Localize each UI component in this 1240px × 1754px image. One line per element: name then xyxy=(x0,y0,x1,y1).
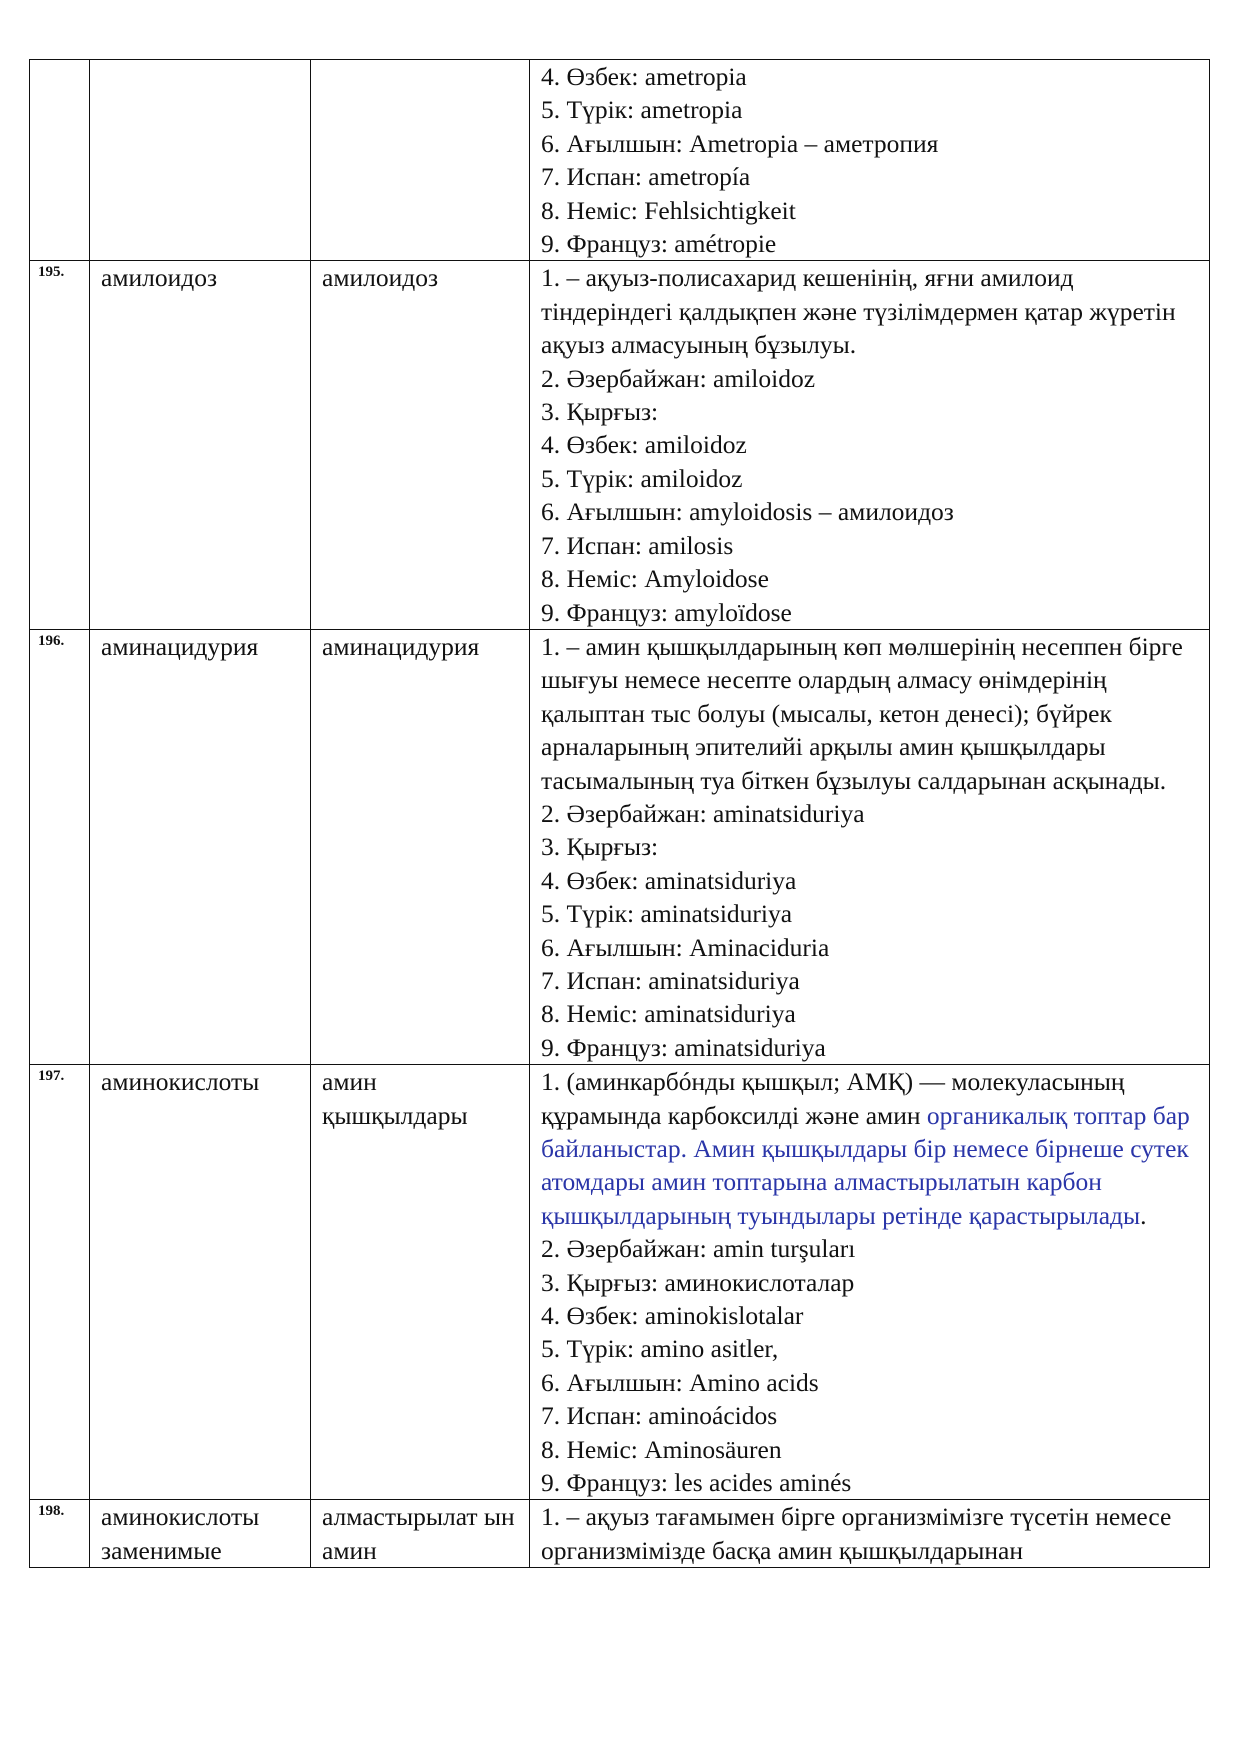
russian-term: амилоидоз xyxy=(90,261,311,629)
definition-part: 1. – амин қышқылдарының көп мөлшерінің несеппен бірге шығуы немесе несепте олардың алмасу өнімдерінің қалыптан тыс болуы (мысалы, кетон денесі); бүйрек арналарының эпителийі арқылы амин қышқылдары тасымалының туа біткен бұзылуы салдарынан асқынады. xyxy=(541,631,1183,795)
definition-text xyxy=(541,261,1199,361)
table-row xyxy=(30,1065,1210,1500)
translation-line: 5. Түрік: amino asitler, xyxy=(541,1334,779,1364)
definition-part: . xyxy=(1140,1200,1147,1230)
translation-line: 7. Испан: aminoácidos xyxy=(541,1401,778,1431)
translation-line: 8. Неміс: Amyloidose xyxy=(541,564,769,594)
translation-line: 4. Өзбек: ametropia xyxy=(541,62,747,91)
kazakh-term: амин қышқылдары xyxy=(311,1065,530,1500)
russian-term: аминокислоты заменимые xyxy=(90,1500,311,1568)
table-row xyxy=(30,1500,1210,1568)
kazakh-term xyxy=(311,60,530,261)
translation-line: 5. Түрік: amiloidoz xyxy=(541,463,743,493)
definition-part: 1. – ақуыз тағамымен бірге организмімізге түсетін немесе организмімізде басқа амин қышқылдарынан xyxy=(541,1502,1172,1565)
translation-line: 5. Түрік: aminatsiduriya xyxy=(541,899,793,929)
dictionary-table-body xyxy=(30,60,1210,1568)
definition-cell xyxy=(530,629,1210,1064)
definition-cell xyxy=(530,1065,1210,1500)
translation-line: 7. Испан: ametropía xyxy=(541,162,751,192)
entry-number: 198. xyxy=(30,1500,90,1568)
translation-line: 3. Қырғыз: аминокислоталар xyxy=(541,1267,855,1297)
entry-number: 197. xyxy=(30,1065,90,1500)
translation-line: 2. Әзербайжан: aminatsiduriya xyxy=(541,798,865,828)
translation-line: 9. Француз: amétropie xyxy=(541,229,777,259)
translation-line: 8. Неміс: aminatsiduriya xyxy=(541,999,796,1029)
translation-line: 8. Неміс: Aminosäuren xyxy=(541,1434,782,1464)
entry-number xyxy=(30,60,90,261)
translation-line: 6. Ағылшын: Aminaciduria xyxy=(541,932,830,962)
kazakh-term: амилоидоз xyxy=(311,261,530,629)
translation-line: 7. Испан: aminatsiduriya xyxy=(541,965,800,995)
russian-term: аминацидурия xyxy=(90,629,311,1064)
entry-number: 196. xyxy=(30,629,90,1064)
table-row xyxy=(30,629,1210,1064)
definition-part: 1. – ақуыз-полисахарид кешенінің, яғни амилоид тіндеріндегі қалдықпен және түзілімдермен қатар жүретін ақуыз алмасуының бұзылуы. xyxy=(541,263,1176,360)
definition-text xyxy=(541,1065,1199,1232)
entry-number: 195. xyxy=(30,261,90,629)
translation-line: 3. Қырғыз: xyxy=(541,397,659,427)
kazakh-term: аминацидурия xyxy=(311,629,530,1064)
dictionary-table xyxy=(29,59,1210,1568)
translation-line: 9. Француз: les acides aminés xyxy=(541,1468,852,1498)
translation-line: 2. Әзербайжан: amin turşuları xyxy=(541,1234,856,1264)
translation-line: 4. Өзбек: amiloidoz xyxy=(541,430,747,460)
translation-line: 9. Француз: amyloïdose xyxy=(541,597,792,627)
definition-cell xyxy=(530,1500,1210,1568)
russian-term: аминокислоты xyxy=(90,1065,311,1500)
table-row xyxy=(30,60,1210,261)
definition-text xyxy=(541,1500,1199,1567)
definition-cell xyxy=(530,261,1210,629)
translation-line: 7. Испан: amilosis xyxy=(541,530,734,560)
translation-line: 8. Неміс: Fehlsichtigkeit xyxy=(541,195,796,225)
definition-part: 1. (аминкарбóнды қышқыл; АМҚ) — молекуласының құрамында карбоксилді және амин xyxy=(541,1067,1125,1130)
translation-line: 2. Әзербайжан: amiloidoz xyxy=(541,363,816,393)
translation-line: 4. Өзбек: aminokislotalar xyxy=(541,1301,804,1331)
translation-line: 5. Түрік: ametropia xyxy=(541,95,743,125)
definition-cell xyxy=(530,60,1210,261)
translation-line: 6. Ағылшын: Amino acids xyxy=(541,1367,819,1397)
table-row xyxy=(30,261,1210,629)
translation-line: 9. Француз: aminatsiduriya xyxy=(541,1032,826,1062)
kazakh-term: алмастырылат ын амин xyxy=(311,1500,530,1568)
translation-line: 4. Өзбек: aminatsiduriya xyxy=(541,865,797,895)
russian-term xyxy=(90,60,311,261)
definition-text xyxy=(541,630,1199,797)
translation-line: 3. Қырғыз: xyxy=(541,832,659,862)
translation-line: 6. Ағылшын: Ametropia – аметропия xyxy=(541,128,939,158)
definition-part-highlighted: органикалық топтар бар байланыстар. Амин қышқылдары бір немесе бірнеше сутек атомдары амин топтарына алмастырылатын карбон қышқылдарының туындылары ретінде қарастырылады xyxy=(541,1100,1190,1230)
translation-line: 6. Ағылшын: amyloidosis – амилоидоз xyxy=(541,497,954,527)
